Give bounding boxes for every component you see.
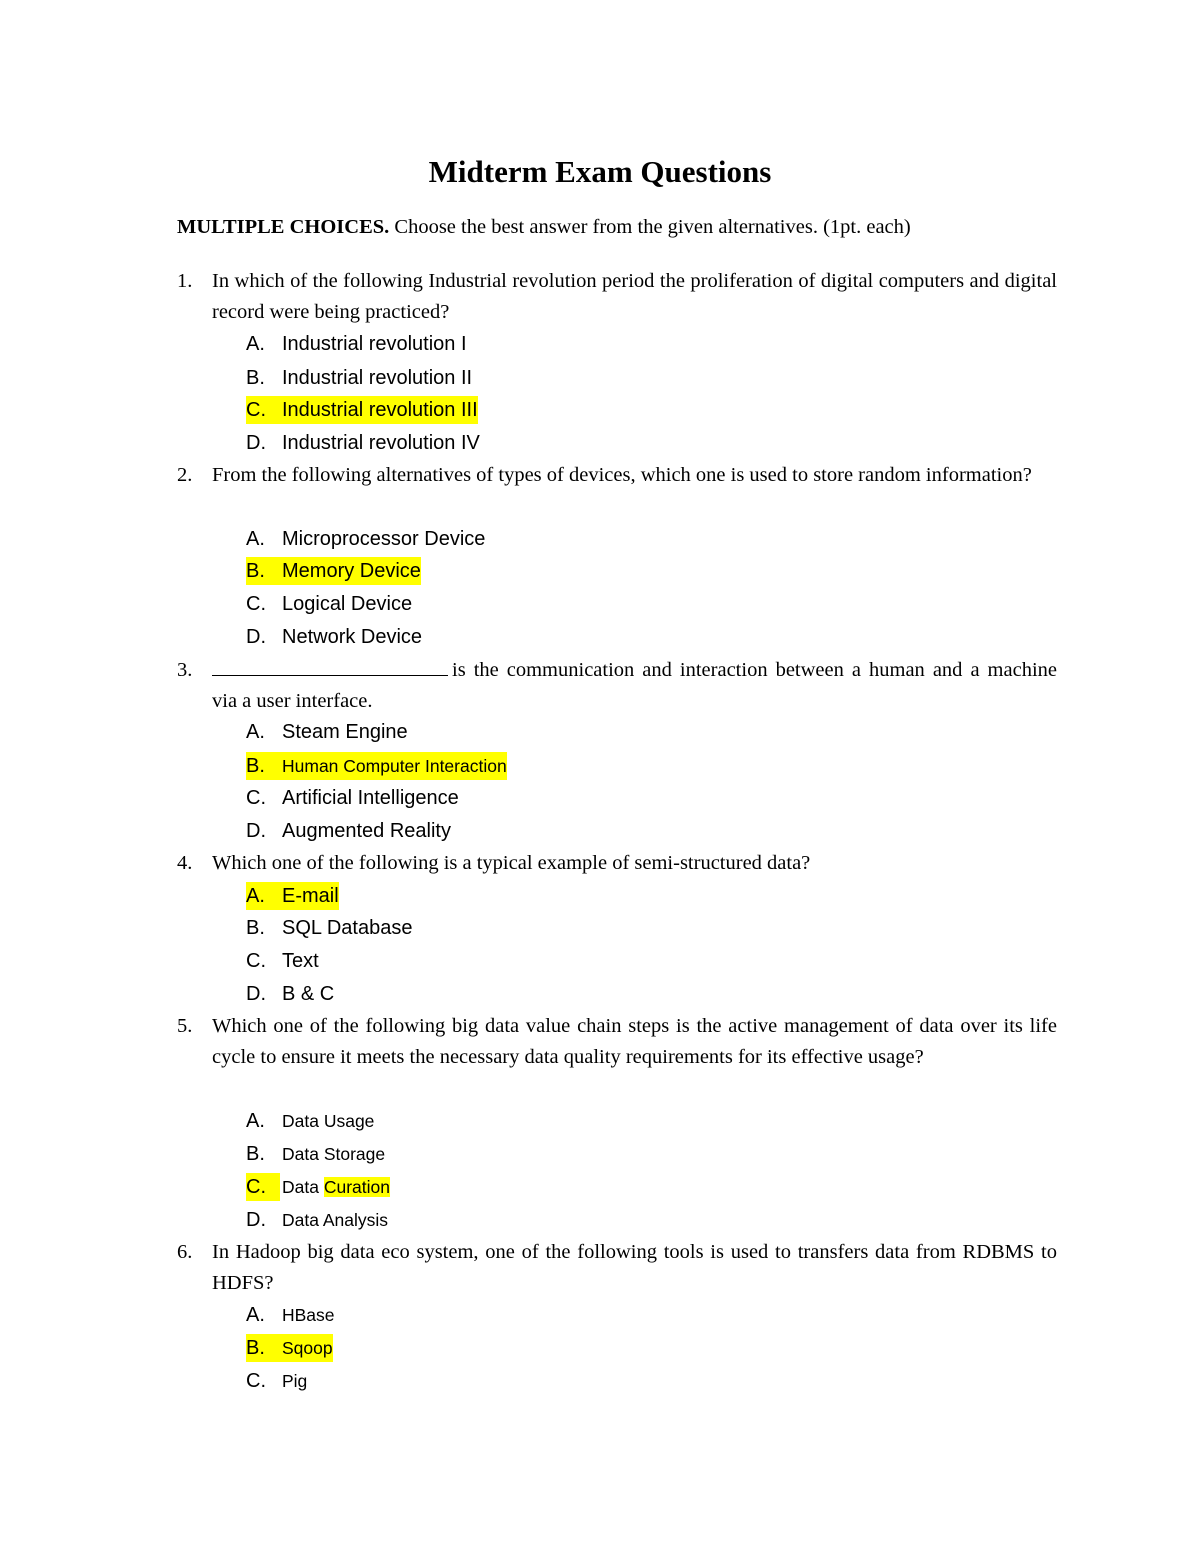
answer-option[interactable] [246, 429, 480, 457]
option-text: Pig [282, 1371, 308, 1391]
option-text: Steam Engine [282, 721, 408, 743]
option-letter: B. [246, 755, 265, 777]
option-letter: B. [246, 1143, 265, 1165]
option-letter: A. [246, 885, 265, 907]
option-text: Sqoop [282, 1338, 333, 1358]
question-number: 5. [177, 1015, 193, 1037]
answer-option[interactable] [246, 590, 412, 618]
option-letter: D. [246, 432, 266, 454]
question-number: 2. [177, 464, 193, 486]
answer-option[interactable] [246, 1140, 385, 1168]
answer-option[interactable] [246, 1206, 388, 1234]
question-text: Which one of the following big data value chain steps is the active management of data over its life cycle to ensure it meets the necessary data quality requirements for its effective usage? [212, 1015, 1057, 1068]
option-text: Industrial revolution I [282, 333, 467, 355]
answer-option[interactable] [246, 623, 422, 651]
answer-option[interactable] [246, 1301, 335, 1329]
option-text: Artificial Intelligence [282, 787, 459, 809]
fill-in-blank [212, 655, 448, 676]
question-number: 1. [177, 270, 193, 292]
instructions-text: Choose the best answer from the given alternatives. (1pt. each) [389, 216, 911, 238]
option-text: Industrial revolution IV [282, 432, 480, 454]
option-letter: C. [246, 593, 266, 615]
option-letter: B. [246, 367, 265, 389]
answer-option[interactable] [246, 914, 412, 942]
option-letter: A. [246, 1304, 265, 1326]
option-text: Text [282, 950, 319, 972]
option-letter: D. [246, 626, 266, 648]
answer-option[interactable] [246, 784, 459, 812]
option-text: B & C [282, 983, 335, 1005]
option-text: Data Usage [282, 1111, 375, 1131]
question-text: In Hadoop big data eco system, one of the following tools is used to transfers data from RDBMS to HDFS? [212, 1241, 1057, 1294]
option-letter: A. [246, 1110, 265, 1132]
option-text-highlighted: Curation [323, 1177, 390, 1197]
option-text: E-mail [282, 885, 339, 907]
answer-option[interactable] [246, 525, 485, 553]
option-letter: D. [246, 983, 266, 1005]
question-text: is the communication and interaction between a human and a machine via a user interface. [212, 659, 1057, 712]
option-letter: C. [246, 950, 266, 972]
option-letter: D. [246, 1209, 266, 1231]
answer-option[interactable] [246, 947, 319, 975]
option-letter: C. [246, 1173, 280, 1201]
question-text: Which one of the following is a typical example of semi-structured data? [212, 852, 811, 874]
option-letter: B. [246, 917, 265, 939]
option-text: Data Storage [282, 1144, 386, 1164]
option-letter: C. [246, 399, 266, 421]
answer-option-highlighted[interactable] [246, 752, 507, 780]
answer-option[interactable] [246, 980, 334, 1008]
question-number: 3. [177, 659, 193, 681]
option-letter: B. [246, 1337, 265, 1359]
answer-option[interactable] [246, 817, 451, 845]
option-letter: B. [246, 560, 265, 582]
option-text: Logical Device [282, 593, 413, 615]
option-letter: A. [246, 721, 265, 743]
option-letter: D. [246, 820, 266, 842]
option-text: HBase [282, 1305, 335, 1325]
option-text: Augmented Reality [282, 820, 451, 842]
instructions-lead: MULTIPLE CHOICES. [177, 216, 390, 238]
option-text: Industrial revolution III [282, 399, 478, 421]
option-letter: A. [246, 528, 265, 550]
option-letter: A. [246, 333, 265, 355]
option-text: Network Device [282, 626, 423, 648]
answer-option[interactable] [246, 330, 467, 358]
option-text: Data [282, 1177, 324, 1197]
answer-option[interactable] [246, 1107, 374, 1135]
question-number: 6. [177, 1241, 193, 1263]
answer-option[interactable] [246, 1173, 390, 1201]
option-text: SQL Database [282, 917, 413, 939]
option-text: Industrial revolution II [282, 367, 473, 389]
question-text: From the following alternatives of types of devices, which one is used to store random information? [212, 464, 1032, 486]
instructions [177, 212, 1077, 242]
option-text: Data Analysis [282, 1210, 389, 1230]
option-text: Human Computer Interaction [282, 756, 507, 776]
option-text: Microprocessor Device [282, 528, 486, 550]
answer-option-highlighted[interactable] [246, 882, 339, 910]
answer-option[interactable] [246, 718, 408, 746]
answer-option-highlighted[interactable] [246, 557, 421, 585]
option-letter: C. [246, 787, 266, 809]
question-text-block [212, 655, 1057, 717]
question-text: In which of the following Industrial revolution period the proliferation of digital computers and digital record were being practiced? [212, 270, 1057, 323]
answer-option-highlighted[interactable] [246, 396, 478, 424]
answer-option[interactable] [246, 364, 472, 392]
option-letter: C. [246, 1370, 266, 1392]
page-title: Midterm Exam Questions [428, 154, 772, 189]
option-text: Memory Device [282, 560, 421, 582]
answer-option[interactable] [246, 1367, 307, 1395]
answer-option-highlighted[interactable] [246, 1334, 333, 1362]
question-number: 4. [177, 852, 193, 874]
